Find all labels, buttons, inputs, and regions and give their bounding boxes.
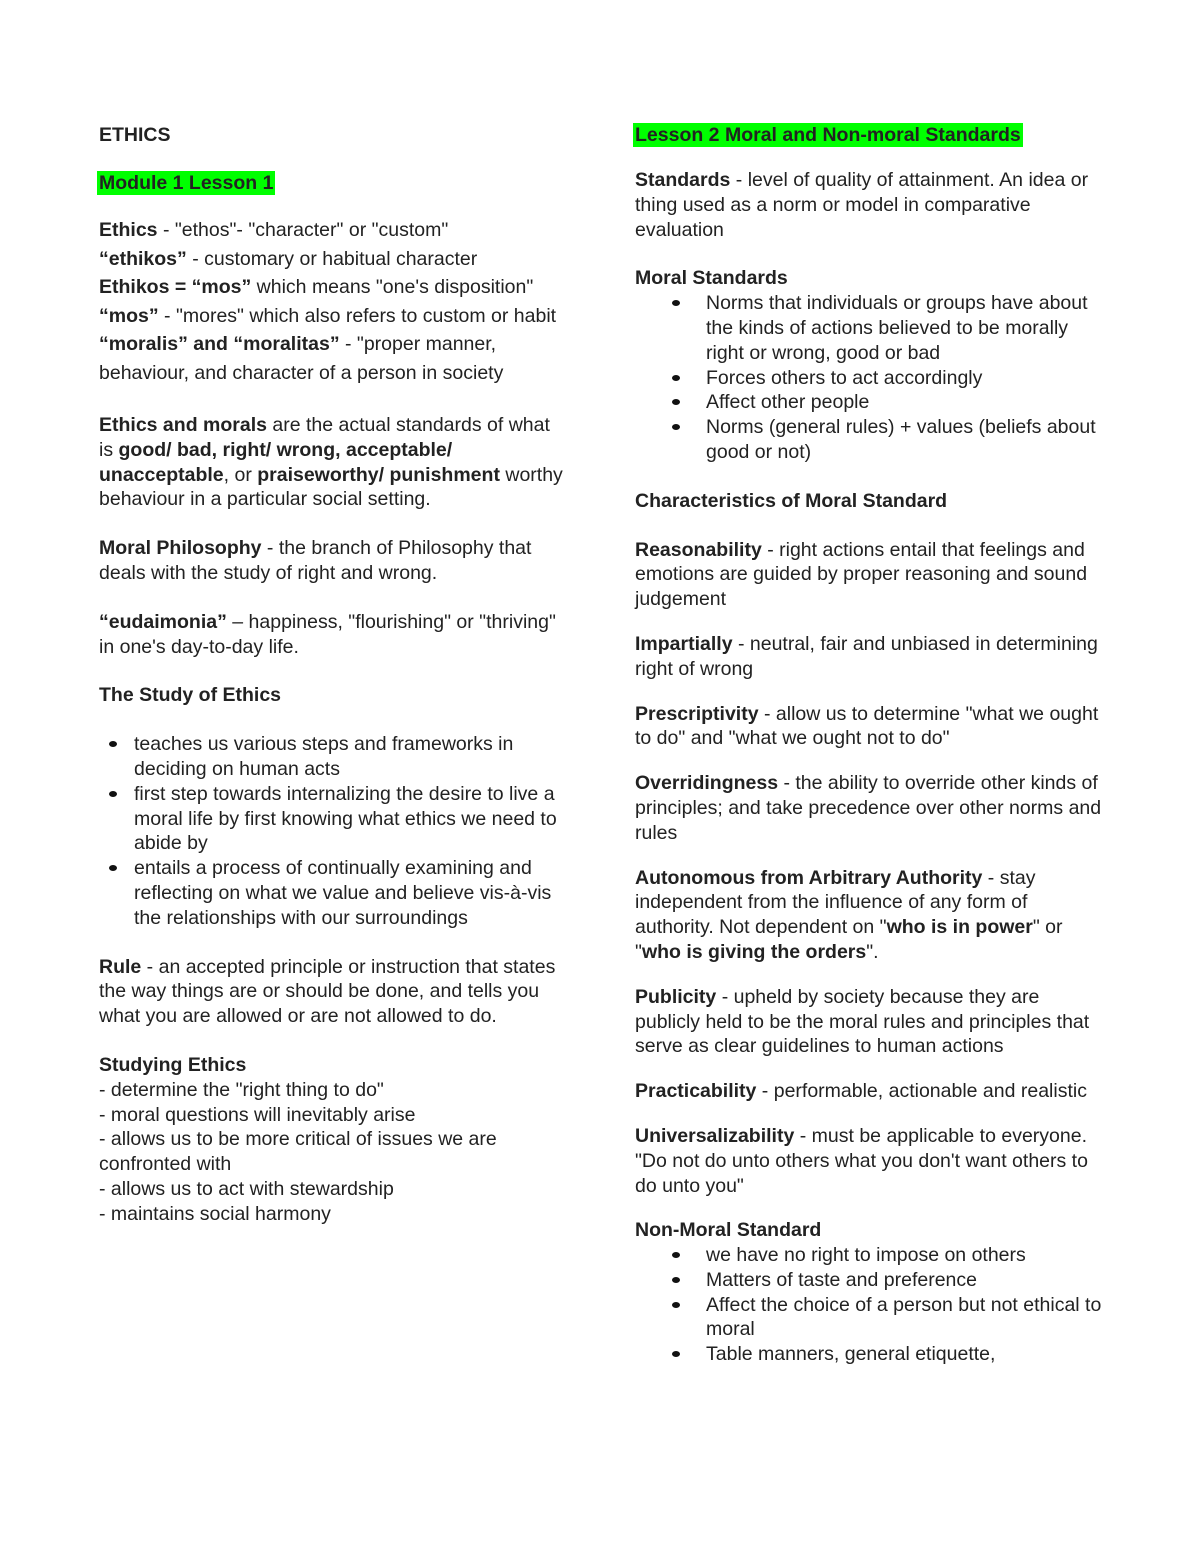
list-item: Matters of taste and preference	[706, 1268, 1105, 1293]
list-item: - maintains social harmony	[99, 1202, 331, 1225]
definitions-block	[99, 216, 569, 387]
ethics-morals-paragraph: Ethics and morals are the actual standards of what is good/ bad, right/ wrong, acceptable/ unacceptable, or praiseworthy/ punishment worthy behaviour in a particular social setting.	[99, 414, 563, 511]
list-item: - moral questions will inevitably arise	[99, 1103, 416, 1126]
non-moral-heading: Non-Moral Standard	[635, 1219, 822, 1242]
right-column	[635, 120, 1105, 1367]
characteristic-practicability: Practicability - performable, actionable and realistic	[635, 1080, 1087, 1103]
characteristic-prescriptivity: Prescriptivity - allow us to determine "what we ought to do" and "what we ought not to do"	[635, 702, 1099, 750]
studying-ethics-block	[99, 1053, 569, 1227]
characteristic-publicity: Publicity - upheld by society because they are publicly held to be the moral rules and principles that serve as clear guidelines to human actions	[635, 985, 1090, 1058]
rule-paragraph: Rule - an accepted principle or instruction that states the way things are or should be done, and tells you what you are allowed or are not allowed to do.	[99, 955, 556, 1028]
definition-ethics: Ethics - "ethos"- "character" or "custom"	[99, 219, 449, 241]
studying-ethics-heading: Studying Ethics	[99, 1053, 247, 1076]
lesson-heading: Lesson 2 Moral and Non-moral Standards	[635, 124, 1021, 146]
list-item: Affect other people	[706, 390, 1105, 415]
definition-moralis: “moralis” and “moralitas” - "proper manner, behaviour, and character of a person in society	[99, 333, 504, 384]
list-item: teaches us various steps and frameworks in deciding on human acts	[134, 732, 569, 782]
characteristic-universalizability: Universalizability - must be applicable to everyone. "Do not do unto others what you don't want others to do unto you"	[635, 1124, 1088, 1197]
characteristic-impartially: Impartially - neutral, fair and unbiased in determining right of wrong	[635, 632, 1098, 680]
definition-ethikos: “ethikos” - customary or habitual character	[99, 247, 478, 270]
list-item: Table manners, general etiquette,	[706, 1342, 1105, 1367]
definition-ethikos-mos: Ethikos = “mos” which means "one's disposition"	[99, 276, 534, 298]
list-item: entails a process of continually examining and reflecting on what we value and believe vis-à-vis the relationships with our surroundings	[134, 856, 569, 930]
non-moral-list	[635, 1243, 1105, 1367]
list-item: first step towards internalizing the desire to live a moral life by first knowing what ethics we need to abide by	[134, 782, 569, 856]
list-item: - allows us to be more critical of issues we are confronted with	[99, 1128, 497, 1176]
list-item: Affect the choice of a person but not ethical to moral	[706, 1293, 1105, 1343]
moral-philosophy-paragraph: Moral Philosophy - the branch of Philosophy that deals with the study of right and wrong.	[99, 537, 532, 584]
characteristic-autonomous: Autonomous from Arbitrary Authority - stay independent from the influence of any form of authority. Not dependent on "who is in power" or "who is giving the orders".	[635, 866, 1063, 963]
list-item: - determine the "right thing to do"	[99, 1078, 384, 1101]
eudaimonia-paragraph: “eudaimonia” – happiness, "flourishing" or "thriving" in one's day-to-day life.	[99, 610, 556, 658]
module-heading: Module 1 Lesson 1	[99, 172, 274, 194]
moral-standards-heading: Moral Standards	[635, 267, 788, 290]
definition-mos: “mos” - "mores" which also refers to custom or habit	[99, 304, 557, 327]
list-item: Norms (general rules) + values (beliefs about good or not)	[706, 415, 1105, 465]
study-of-ethics-list	[99, 732, 569, 930]
list-item: we have no right to impose on others	[706, 1243, 1105, 1268]
study-of-ethics-heading: The Study of Ethics	[99, 684, 282, 707]
standards-paragraph: Standards - level of quality of attainment. An idea or thing used as a norm or model in comparative evaluation	[635, 169, 1089, 241]
characteristics-heading: Characteristics of Moral Standard	[635, 489, 948, 512]
list-item: Forces others to act accordingly	[706, 366, 1105, 391]
characteristic-overridingness: Overridingness - the ability to override other kinds of principles; and take precedence over other norms and rules	[635, 772, 1102, 844]
characteristic-reasonability: Reasonability - right actions entail that feelings and emotions are guided by proper reasoning and sound judgement	[635, 538, 1088, 611]
list-item: Norms that individuals or groups have about the kinds of actions believed to be morally right or wrong, good or bad	[706, 291, 1105, 365]
list-item: - allows us to act with stewardship	[99, 1177, 394, 1200]
moral-standards-list	[635, 291, 1105, 465]
left-column	[99, 120, 569, 1227]
document-title: ETHICS	[99, 124, 171, 146]
